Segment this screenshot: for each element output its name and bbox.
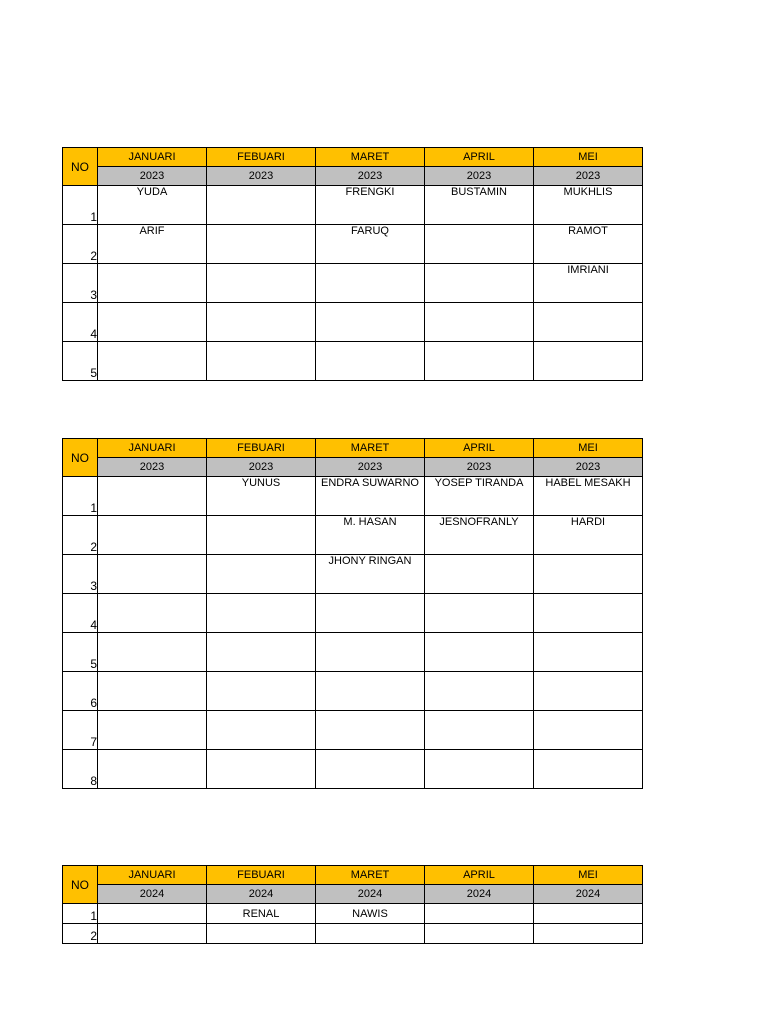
name-cell[interactable]: RAMOT	[534, 225, 643, 264]
no-header: NO	[63, 866, 98, 904]
name-cell[interactable]	[207, 342, 316, 381]
year-header: 2024	[425, 885, 534, 904]
name-cell[interactable]	[534, 750, 643, 789]
month-header: FEBUARI	[207, 148, 316, 167]
month-header: JANUARI	[98, 148, 207, 167]
name-cell[interactable]	[316, 711, 425, 750]
name-cell[interactable]	[207, 186, 316, 225]
row-number: 5	[63, 342, 98, 381]
name-cell[interactable]	[534, 672, 643, 711]
name-cell[interactable]	[425, 264, 534, 303]
name-cell[interactable]	[98, 516, 207, 555]
month-header: APRIL	[425, 866, 534, 885]
year-header: 2023	[316, 458, 425, 477]
name-cell[interactable]	[316, 342, 425, 381]
month-header: APRIL	[425, 439, 534, 458]
name-cell[interactable]	[425, 924, 534, 944]
month-header: MEI	[534, 866, 643, 885]
table-row	[63, 711, 643, 750]
name-cell[interactable]	[425, 750, 534, 789]
table-row	[63, 633, 643, 672]
name-cell[interactable]	[98, 264, 207, 303]
name-cell[interactable]	[98, 750, 207, 789]
name-cell[interactable]	[534, 303, 643, 342]
year-header: 2023	[425, 458, 534, 477]
name-cell[interactable]	[534, 904, 643, 924]
name-cell[interactable]	[316, 924, 425, 944]
table-row	[63, 477, 643, 516]
name-cell[interactable]	[207, 633, 316, 672]
name-cell[interactable]	[98, 555, 207, 594]
month-header: MEI	[534, 439, 643, 458]
name-cell[interactable]	[98, 672, 207, 711]
name-cell[interactable]: M. HASAN	[316, 516, 425, 555]
name-cell[interactable]	[425, 342, 534, 381]
name-cell[interactable]	[534, 924, 643, 944]
month-header: JANUARI	[98, 439, 207, 458]
table-row	[63, 594, 643, 633]
month-header: FEBUARI	[207, 439, 316, 458]
table-row	[63, 264, 643, 303]
year-header: 2023	[207, 167, 316, 186]
name-cell[interactable]	[98, 342, 207, 381]
name-cell[interactable]: IMRIANI	[534, 264, 643, 303]
name-cell[interactable]	[534, 711, 643, 750]
table-row	[63, 750, 643, 789]
table-row	[63, 303, 643, 342]
row-number: 2	[63, 225, 98, 264]
table-row	[63, 516, 643, 555]
year-header: 2023	[98, 458, 207, 477]
name-cell[interactable]	[207, 555, 316, 594]
month-header: JANUARI	[98, 866, 207, 885]
row-number: 2	[63, 924, 98, 944]
year-header: 2024	[316, 885, 425, 904]
month-header: MARET	[316, 148, 425, 167]
year-header: 2023	[98, 167, 207, 186]
name-cell[interactable]	[207, 924, 316, 944]
name-cell[interactable]: FARUQ	[316, 225, 425, 264]
name-cell[interactable]: YUNUS	[207, 477, 316, 516]
month-header: MARET	[316, 439, 425, 458]
name-cell[interactable]	[98, 924, 207, 944]
table-row	[63, 186, 643, 225]
name-cell[interactable]: ARIF	[98, 225, 207, 264]
table-row	[63, 225, 643, 264]
name-cell[interactable]	[425, 711, 534, 750]
name-cell[interactable]: HABEL MESAKH	[534, 477, 643, 516]
name-cell[interactable]: MUKHLIS	[534, 186, 643, 225]
name-cell[interactable]	[425, 225, 534, 264]
name-cell[interactable]: JESNOFRANLY	[425, 516, 534, 555]
name-cell[interactable]	[316, 594, 425, 633]
name-cell[interactable]	[534, 342, 643, 381]
row-number: 8	[63, 750, 98, 789]
row-number: 1	[63, 186, 98, 225]
row-number: 1	[63, 477, 98, 516]
row-number: 6	[63, 672, 98, 711]
row-number: 3	[63, 555, 98, 594]
table-row	[63, 904, 643, 924]
name-cell[interactable]	[98, 477, 207, 516]
month-header: MARET	[316, 866, 425, 885]
name-cell[interactable]	[207, 594, 316, 633]
name-cell[interactable]	[207, 672, 316, 711]
table-row	[63, 924, 643, 944]
table-row	[63, 342, 643, 381]
name-cell[interactable]: YOSEP TIRANDA	[425, 477, 534, 516]
table-row	[63, 555, 643, 594]
name-cell[interactable]	[425, 555, 534, 594]
row-number: 1	[63, 904, 98, 924]
row-number: 3	[63, 264, 98, 303]
year-header: 2023	[207, 458, 316, 477]
name-cell[interactable]	[425, 672, 534, 711]
name-cell[interactable]	[98, 633, 207, 672]
schedule-table-3	[62, 865, 643, 944]
year-header: 2023	[425, 167, 534, 186]
row-number: 4	[63, 594, 98, 633]
name-cell[interactable]	[425, 633, 534, 672]
name-cell[interactable]	[207, 225, 316, 264]
name-cell[interactable]: JHONY RINGAN	[316, 555, 425, 594]
name-cell[interactable]	[207, 516, 316, 555]
table-row	[63, 672, 643, 711]
name-cell[interactable]	[98, 904, 207, 924]
name-cell[interactable]: BUSTAMIN	[425, 186, 534, 225]
name-cell[interactable]: YUDA	[98, 186, 207, 225]
schedule-table-1	[62, 147, 643, 381]
name-cell[interactable]	[316, 633, 425, 672]
no-header: NO	[63, 148, 98, 186]
name-cell[interactable]	[534, 594, 643, 633]
no-header: NO	[63, 439, 98, 477]
name-cell[interactable]	[316, 303, 425, 342]
name-cell[interactable]: ENDRA SUWARNO	[316, 477, 425, 516]
name-cell[interactable]: RENAL	[207, 904, 316, 924]
month-header: APRIL	[425, 148, 534, 167]
name-cell[interactable]	[207, 303, 316, 342]
name-cell[interactable]	[534, 633, 643, 672]
month-header: MEI	[534, 148, 643, 167]
name-cell[interactable]	[98, 594, 207, 633]
year-header: 2024	[207, 885, 316, 904]
year-header: 2024	[98, 885, 207, 904]
name-cell[interactable]	[425, 904, 534, 924]
row-number: 7	[63, 711, 98, 750]
name-cell[interactable]	[425, 303, 534, 342]
row-number: 2	[63, 516, 98, 555]
year-header: 2024	[534, 885, 643, 904]
year-header: 2023	[534, 458, 643, 477]
name-cell[interactable]	[316, 672, 425, 711]
year-header: 2023	[534, 167, 643, 186]
name-cell[interactable]	[207, 711, 316, 750]
name-cell[interactable]	[98, 303, 207, 342]
name-cell[interactable]: NAWIS	[316, 904, 425, 924]
year-header: 2023	[316, 167, 425, 186]
month-header: FEBUARI	[207, 866, 316, 885]
name-cell[interactable]	[316, 264, 425, 303]
row-number: 4	[63, 303, 98, 342]
name-cell[interactable]: HARDI	[534, 516, 643, 555]
name-cell[interactable]	[316, 750, 425, 789]
name-cell[interactable]: FRENGKI	[316, 186, 425, 225]
name-cell[interactable]	[534, 555, 643, 594]
name-cell[interactable]	[207, 264, 316, 303]
name-cell[interactable]	[207, 750, 316, 789]
name-cell[interactable]	[425, 594, 534, 633]
row-number: 5	[63, 633, 98, 672]
name-cell[interactable]	[98, 711, 207, 750]
schedule-table-2	[62, 438, 643, 789]
